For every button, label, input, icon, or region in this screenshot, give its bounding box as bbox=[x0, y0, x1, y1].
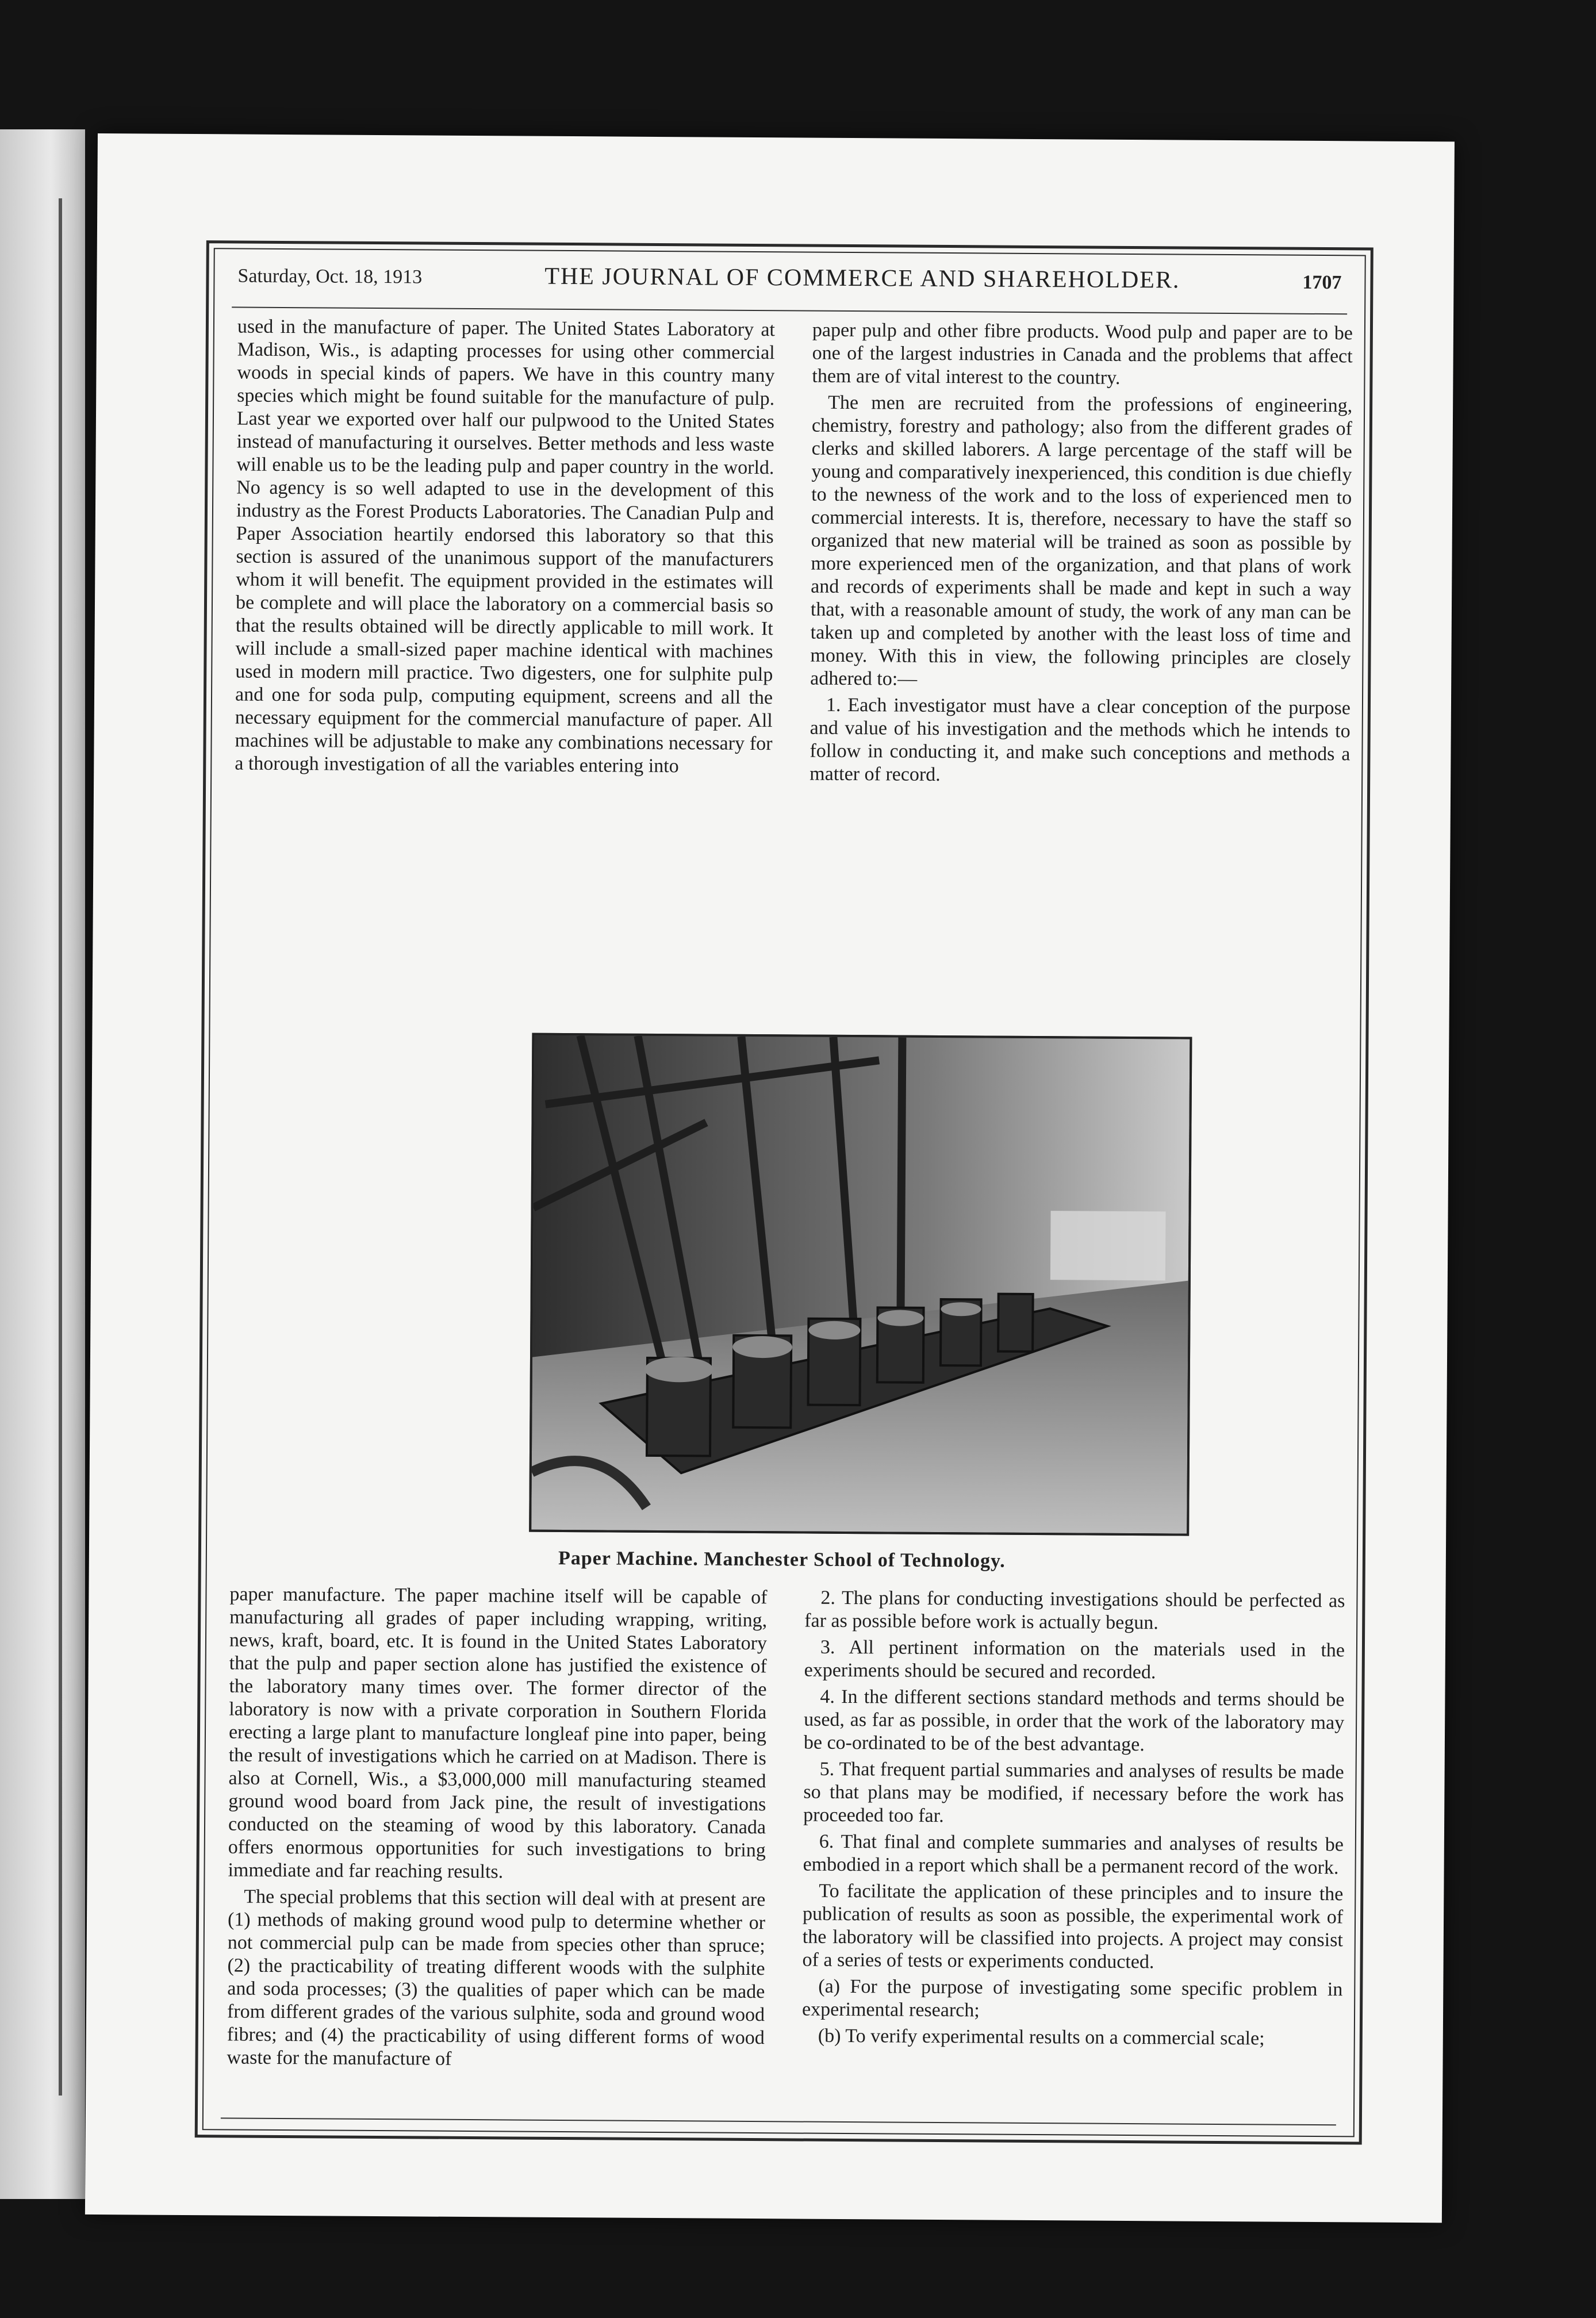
paragraph: 6. That final and complete summaries and analyses of results be embodied in a report which shall be a permanent record of the work. bbox=[803, 1830, 1344, 1879]
paragraph: The special problems that this section will deal with at present are (1) methods of making ground wood pulp to determine whether or not commercial pulp can be made from species other than spruce; (2) the practicability of treating different woods with the sulphite and soda processes; (3) the qualities of paper which can be made from different grades of the various sulphite, soda and ground wood fibres; and (4) the practicability of using different forms of wood waste for the manufacture of bbox=[227, 1886, 766, 2070]
publication-title: THE JOURNAL OF COMMERCE AND SHAREHOLDER. bbox=[544, 263, 1180, 294]
newspaper-page bbox=[85, 133, 1455, 2223]
page-frame-inner-border bbox=[202, 248, 1366, 2137]
paragraph: 1. Each investigator must have a clear conception of the purpose and value of his investigation and the methods which he intends to follow in conducting it, and make such conceptions and methods a matter of record. bbox=[809, 694, 1351, 785]
bottom-right-column bbox=[802, 1587, 1345, 2055]
page-frame bbox=[195, 240, 1374, 2144]
paragraph: 4. In the different sections standard methods and terms should be used, as far as possible, in order that the work of the laboratory may be co-ordinated to be of the best advantage. bbox=[803, 1686, 1345, 1756]
page-number: 1707 bbox=[1302, 271, 1342, 294]
paper-machine-photo bbox=[529, 1033, 1192, 1536]
paragraph: 5. That frequent partial summaries and analyses of results be made so that plans may be modified, if necessary before the work has proceeded too far. bbox=[803, 1758, 1344, 1827]
paragraph: To facilitate the application of these principles and to insure the publication of results as soon as possible, the experimental work of the laboratory will be classified into projects. A project may consist of a series of tests or experiments conducted. bbox=[802, 1880, 1344, 1973]
issue-date: Saturday, Oct. 18, 1913 bbox=[237, 265, 423, 288]
paragraph: paper pulp and other fibre products. Wood pulp and paper are to be one of the largest industries in Canada and the problems that affect them are of vital interest to the country. bbox=[812, 319, 1353, 389]
paragraph: (a) For the purpose of investigating some specific problem in experimental research; bbox=[801, 1975, 1343, 2021]
paragraph: The men are recruited from the professions of engineering, chemistry, forestry and pathology; also from the different grades of clerks and skilled laborers. A large percentage of the staff will be young and comparatively inexperienced, this condition is due chiefly to the newness of the work and to the loss of experienced men to commercial interests. It is, therefore, necessary to have the staff so organized that new material will be trained as soon as possible by more experienced men of the organization, and that plans of work and records of experiments shall be made and kept in such a way that, with a reasonable amount of study, the work of any man can be taken up and completed by another with the least loss of time and money. With this in view, the following principles are closely adhered to:— bbox=[810, 392, 1353, 690]
paragraph: paper manufacture. The paper machine itself will be capable of manufacturing all grades of paper including wrapping, writing, news, kraft, board, etc. It is found in the United States Laboratory that the pulp and paper section alone has justified the existence of the laboratory many times over. The former director of the laboratory is now with a private corporation in Southern Florida erecting a large plant to manufacture longleaf pine into paper, being the result of investigations which he carried on at Madison. There is also at Cornell, Wis., a $3,000,000 mill manufacturing steamed ground wood board from Jack pine, the result of investigations conducted on the steaming of wood by this laboratory. Canada offers enormous opportunities for such investigations to bring immediate and far reaching results. bbox=[228, 1583, 768, 1883]
bottom-left-column bbox=[227, 1583, 767, 2076]
paragraph: (b) To verify experimental results on a commercial scale; bbox=[818, 2025, 1265, 2050]
header-rule bbox=[232, 306, 1347, 314]
adjacent-page-edge bbox=[0, 129, 85, 2199]
top-left-column bbox=[235, 315, 775, 782]
page-header bbox=[237, 260, 1341, 308]
top-right-column bbox=[809, 319, 1353, 793]
paragraph: 2. The plans for conducting investigations should be perfected as far as possible before work is actually begun. bbox=[804, 1587, 1345, 1634]
photo-caption: Paper Machine. Manchester School of Technology. bbox=[558, 1547, 1006, 1572]
paragraph: used in the manufacture of paper. The United States Laboratory at Madison, Wis., is adapting processes for using other commercial woods in special kinds of papers. We have in this country many species which might be found suitable for the manufacture of pulp. Last year we exported over half our pulpwood to the United States instead of manufacturing it ourselves. Better methods and less waste will enable us to be the leading pulp and paper country in the world. No agency is so well adapted to use in the development of this industry as the Forest Products Laboratories. The Canadian Pulp and Paper Association heartily endorsed this laboratory so that this section is assured of the unanimous support of the manufacturers whom it will benefit. The equipment provided in the estimates will be complete and will place the laboratory on a commercial basis so that the results obtained will be directly applicable to mill work. It will include a small-sized paper machine identical with machines used in modern mill practice. Two digesters, one for sulphite pulp and one for soda pulp, computing equipment, screens and all the necessary equipment for the commercial manufacture of paper. All machines will be adjustable to make any combinations necessary for a thorough investigation of all the variables entering into bbox=[235, 316, 776, 777]
bottom-rule bbox=[221, 2117, 1336, 2125]
paper-machine-illustration bbox=[531, 1035, 1190, 1534]
paragraph: 3. All pertinent information on the materials used in the experiments should be secured and recorded. bbox=[804, 1636, 1345, 1683]
adjacent-page-column-rule bbox=[59, 198, 62, 2096]
